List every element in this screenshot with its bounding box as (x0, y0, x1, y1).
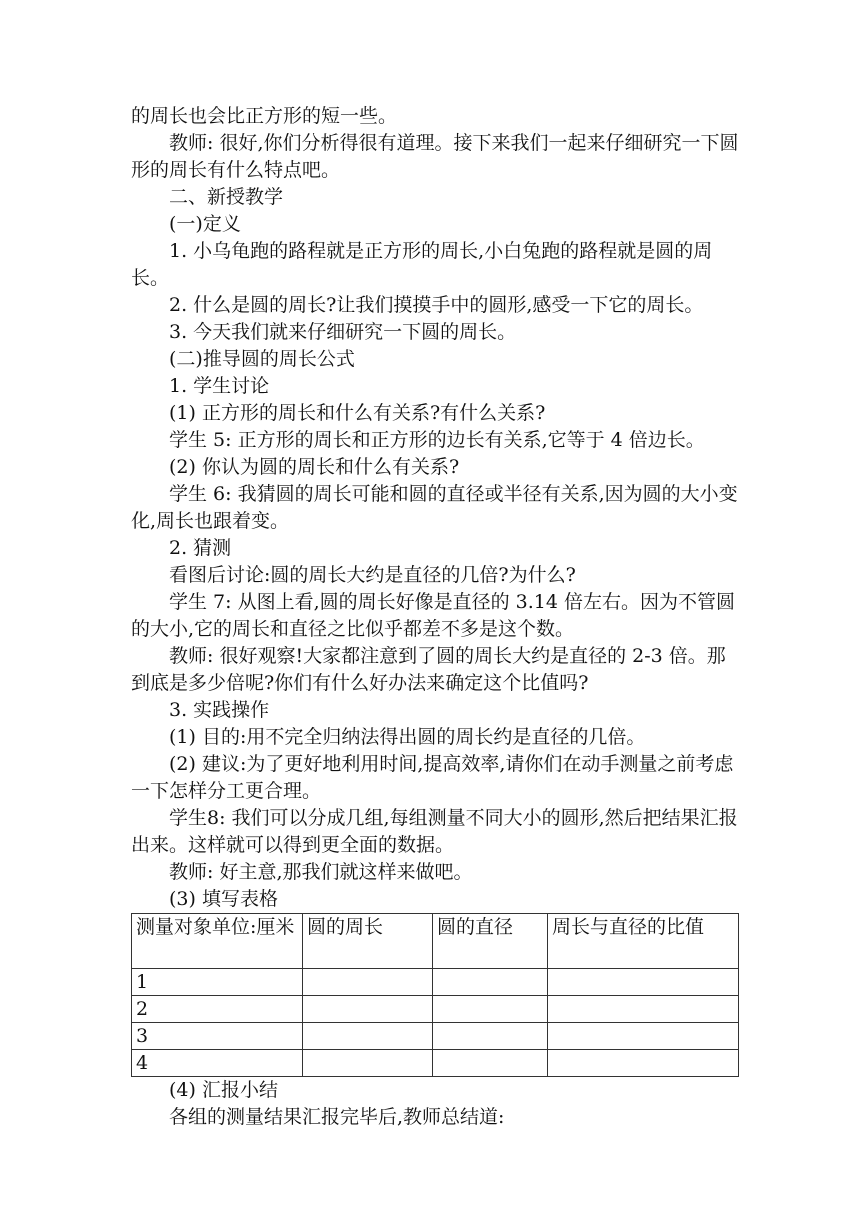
table-header-cell: 圆的直径 (433, 914, 548, 969)
paragraph: 3. 实践操作 (169, 699, 270, 721)
table-row (132, 1050, 739, 1077)
table-row (132, 1023, 739, 1050)
paragraph: 2. 什么是圆的周长?让我们摸摸手中的圆形,感受一下它的周长。 (169, 294, 704, 316)
measurement-table (131, 913, 739, 1077)
table-cell (433, 1050, 548, 1077)
table-cell (433, 996, 548, 1023)
paragraph: 学生 6: 我猜圆的周长可能和圆的直径或半径有关系,因为圆的大小变化,周长也跟着变。 (131, 483, 738, 532)
paragraph: (二)推导圆的周长公式 (169, 348, 355, 370)
table-cell (548, 1050, 739, 1077)
table-cell (303, 1023, 433, 1050)
paragraph: 学生 7: 从图上看,圆的周长好像是直径的 3.14 倍左右。因为不管圆的大小,它的周长和直径之比似乎都差不多是这个数。 (131, 591, 735, 640)
table-header-cell: 圆的周长 (303, 914, 433, 969)
table-cell: 2 (132, 996, 303, 1023)
table-header-row (132, 914, 739, 969)
paragraph: 学生 5: 正方形的周长和正方形的边长有关系,它等于 4 倍边长。 (169, 429, 705, 451)
table-cell: 3 (132, 1023, 303, 1050)
paragraph: (2) 你认为圆的周长和什么有关系? (169, 456, 460, 478)
table-cell: 1 (132, 969, 303, 996)
table-cell (303, 996, 433, 1023)
paragraph: 3. 今天我们就来仔细研究一下圆的周长。 (169, 321, 517, 343)
table-cell (548, 1023, 739, 1050)
paragraph: (一)定义 (169, 213, 241, 235)
paragraph: (1) 正方形的周长和什么有关系?有什么关系? (169, 402, 546, 424)
table-cell (303, 1050, 433, 1077)
paragraph: 二、新授教学 (169, 186, 284, 208)
paragraph: 教师: 很好,你们分析得很有道理。接下来我们一起来仔细研究一下圆形的周长有什么特点吧。 (131, 132, 739, 181)
paragraph: 2. 猜测 (169, 537, 232, 559)
table-row (132, 996, 739, 1023)
paragraph: 1. 小乌龟跑的路程就是正方形的周长,小白兔跑的路程就是圆的周长。 (131, 240, 713, 289)
table-cell (548, 969, 739, 996)
body-text-top (131, 103, 739, 913)
table-cell (303, 969, 433, 996)
paragraph: (3) 填写表格 (169, 888, 278, 910)
table-cell (433, 1023, 548, 1050)
paragraph: (2) 建议:为了更好地利用时间,提高效率,请你们在动手测量之前考虑一下怎样分工更合理。 (131, 753, 734, 802)
table-header-cell: 周长与直径的比值 (548, 914, 739, 969)
paragraph: 教师: 好主意,那我们就这样来做吧。 (169, 861, 473, 883)
paragraph: 学生8: 我们可以分成几组,每组测量不同大小的圆形,然后把结果汇报出来。这样就可以得到更全面的数据。 (131, 807, 738, 856)
table-cell: 4 (132, 1050, 303, 1077)
paragraph: 1. 学生讨论 (169, 375, 270, 397)
paragraph: 看图后讨论:圆的周长大约是直径的几倍?为什么? (169, 564, 576, 586)
paragraph: (4) 汇报小结 (169, 1079, 278, 1101)
paragraph: 各组的测量结果汇报完毕后,教师总结道: (169, 1106, 505, 1128)
table-row (132, 969, 739, 996)
paragraph: (1) 目的:用不完全归纳法得出圆的周长约是直径的几倍。 (169, 726, 646, 748)
document-page (131, 103, 739, 1131)
body-text-bottom (131, 1077, 739, 1131)
paragraph: 的周长也会比正方形的短一些。 (131, 105, 398, 127)
table-cell (548, 996, 739, 1023)
table-cell (433, 969, 548, 996)
paragraph: 教师: 很好观察!大家都注意到了圆的周长大约是直径的 2-3 倍。那到底是多少倍呢?你们有什么好办法来确定这个比值吗? (131, 645, 726, 694)
table-header-cell: 测量对象单位:厘米 (132, 914, 303, 969)
